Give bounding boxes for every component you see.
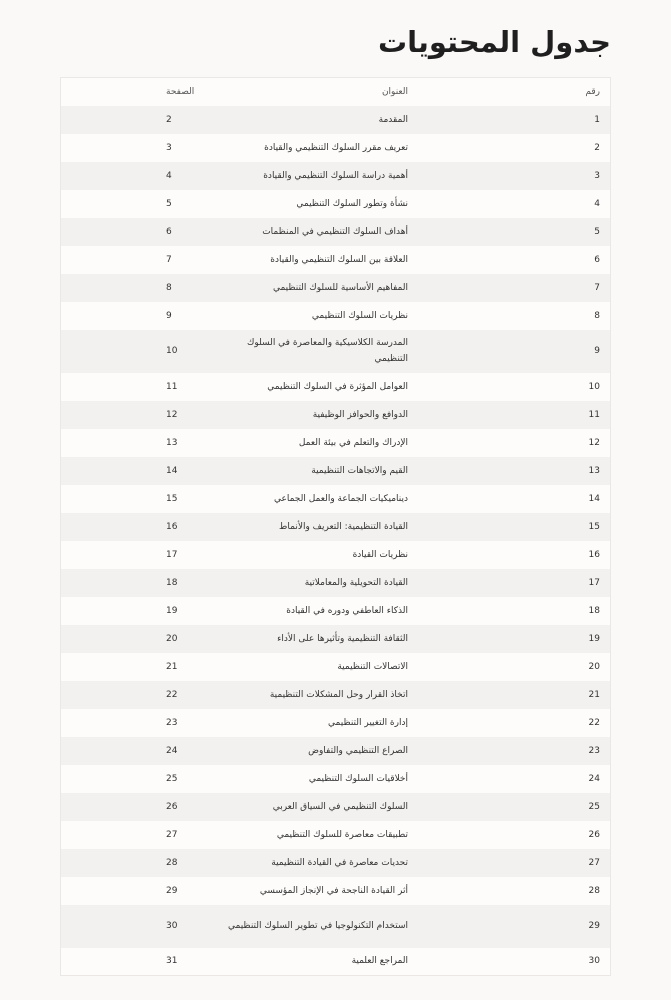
row-page: 13 [166, 437, 178, 448]
row-title: القيم والاتجاهات التنظيمية [311, 465, 408, 476]
table-row [61, 625, 611, 653]
row-number: 10 [588, 381, 600, 392]
row-number: 3 [594, 170, 600, 181]
row-page: 11 [166, 381, 178, 392]
row-number: 14 [588, 493, 600, 504]
row-number: 5 [594, 226, 600, 237]
table-row [61, 737, 611, 765]
row-number: 9 [594, 346, 600, 356]
row-title: اتخاذ القرار وحل المشكلات التنظيمية [269, 689, 408, 700]
row-number: 26 [588, 829, 600, 840]
row-page: 26 [166, 801, 178, 812]
row-number: 27 [588, 857, 600, 868]
column-header-page: الصفحة [166, 86, 195, 97]
row-title: الاتصالات التنظيمية [337, 661, 408, 672]
row-title: المراجع العلمية [351, 956, 408, 967]
row-page: 21 [166, 661, 178, 672]
table-row [61, 162, 611, 190]
row-title: ديناميكيات الجماعة والعمل الجماعي [273, 493, 408, 504]
table-row [61, 274, 611, 302]
table-row [61, 793, 611, 821]
row-page: 8 [166, 282, 172, 293]
row-number: 21 [588, 689, 600, 700]
row-page: 14 [166, 465, 178, 476]
row-title: القيادة التنظيمية: التعريف والأنماط [279, 521, 408, 532]
row-number: 23 [588, 745, 600, 756]
table-row [61, 401, 611, 429]
row-title: المقدمة [378, 114, 408, 125]
row-title: نظريات السلوك التنظيمي [311, 310, 408, 321]
row-page: 16 [166, 521, 178, 532]
row-title: استخدام التكنولوجيا في تطوير السلوك التنظيمي [228, 921, 408, 931]
row-title: الصراع التنظيمي والتفاوض [308, 745, 408, 756]
row-page: 12 [166, 409, 178, 420]
table-row [61, 681, 611, 709]
row-page: 23 [166, 717, 178, 728]
row-number: 6 [594, 254, 600, 265]
row-number: 25 [588, 801, 600, 812]
row-number: 22 [588, 717, 600, 728]
row-page: 3 [166, 142, 172, 153]
row-title: إدارة التغيير التنظيمي [328, 717, 408, 728]
table-row [61, 246, 611, 274]
row-page: 2 [166, 114, 172, 125]
table-row [61, 849, 611, 877]
row-title: تحديات معاصرة في القيادة التنظيمية [271, 857, 408, 868]
row-number: 29 [588, 921, 600, 931]
row-title: أثر القيادة الناجحة في الإنجاز المؤسسي [259, 885, 408, 896]
row-page: 29 [166, 885, 178, 896]
row-title: المدرسة الكلاسيكية والمعاصرة في السلوك التنظيمي [247, 338, 408, 364]
row-page: 15 [166, 493, 178, 504]
row-number: 19 [588, 633, 600, 644]
row-title: المفاهيم الأساسية للسلوك التنظيمي [272, 282, 408, 293]
row-title: نشأة وتطور السلوك التنظيمي [296, 198, 408, 209]
row-page: 10 [166, 346, 178, 356]
row-page: 24 [166, 745, 178, 756]
row-number: 24 [588, 773, 600, 784]
table-row [61, 709, 611, 737]
row-page: 5 [166, 198, 172, 209]
table-row [61, 597, 611, 625]
row-title: أهمية دراسة السلوك التنظيمي والقيادة [263, 170, 408, 181]
row-number: 13 [588, 465, 600, 476]
row-page: 30 [166, 921, 178, 931]
row-number: 12 [588, 437, 600, 448]
row-title: القيادة التحويلية والمعاملاتية [304, 577, 408, 588]
row-number: 7 [594, 282, 600, 293]
row-page: 18 [166, 577, 178, 588]
row-title: السلوك التنظيمي في السياق العربي [272, 801, 408, 812]
table-row [61, 569, 611, 597]
row-title: الإدراك والتعلم في بيئة العمل [298, 437, 408, 448]
column-header-number: رقم [585, 86, 600, 97]
table-row [61, 948, 611, 976]
row-number: 15 [588, 521, 600, 532]
row-number: 1 [594, 114, 600, 125]
header-row [61, 78, 611, 106]
row-number: 28 [588, 885, 600, 896]
table-row [61, 821, 611, 849]
table-row [61, 373, 611, 401]
table-row [61, 457, 611, 485]
row-title: الثقافة التنظيمية وتأثيرها على الأداء [277, 633, 408, 644]
row-page: 4 [166, 170, 172, 181]
row-number: 16 [588, 549, 600, 560]
table-row [61, 877, 611, 905]
row-number: 11 [588, 409, 600, 420]
contents-table [60, 77, 611, 976]
row-title: أهداف السلوك التنظيمي في المنظمات [262, 226, 408, 237]
row-title: الدوافع والحوافز الوظيفية [312, 409, 408, 420]
row-number: 18 [588, 605, 600, 616]
row-page: 6 [166, 226, 172, 237]
column-header-title: العنوان [381, 86, 408, 97]
table-row [61, 513, 611, 541]
table-row [61, 190, 611, 218]
table-row [61, 485, 611, 513]
row-number: 4 [594, 198, 600, 209]
table-row [61, 106, 611, 134]
page-title: جدول المحتويات [377, 25, 611, 59]
row-number: 20 [588, 661, 600, 672]
table-row [61, 330, 611, 373]
row-title: تطبيقات معاصرة للسلوك التنظيمي [276, 829, 408, 840]
table-row [61, 302, 611, 330]
table-row [61, 429, 611, 457]
row-number: 8 [594, 310, 600, 321]
table-body [61, 106, 611, 976]
table-row [61, 541, 611, 569]
table-row [61, 905, 611, 948]
row-title: الذكاء العاطفي ودوره في القيادة [286, 605, 408, 616]
row-number: 30 [588, 956, 600, 967]
table-header [61, 78, 611, 106]
table-row [61, 765, 611, 793]
row-page: 20 [166, 633, 178, 644]
row-page: 22 [166, 689, 178, 700]
row-page: 17 [166, 549, 178, 560]
table-row [61, 218, 611, 246]
row-page: 28 [166, 857, 178, 868]
row-title: أخلاقيات السلوك التنظيمي [308, 773, 408, 784]
row-page: 27 [166, 829, 178, 840]
row-title: نظريات القيادة [352, 549, 408, 560]
row-number: 17 [588, 577, 600, 588]
row-title: العلاقة بين السلوك التنظيمي والقيادة [270, 254, 408, 265]
row-page: 7 [166, 254, 172, 265]
row-number: 2 [594, 142, 600, 153]
row-page: 25 [166, 773, 178, 784]
row-title: العوامل المؤثرة في السلوك التنظيمي [267, 381, 408, 392]
table-row [61, 134, 611, 162]
row-page: 31 [166, 956, 178, 967]
row-page: 9 [166, 310, 172, 321]
row-page: 19 [166, 605, 178, 616]
table-row [61, 653, 611, 681]
row-title: تعريف مقرر السلوك التنظيمي والقيادة [264, 142, 408, 153]
